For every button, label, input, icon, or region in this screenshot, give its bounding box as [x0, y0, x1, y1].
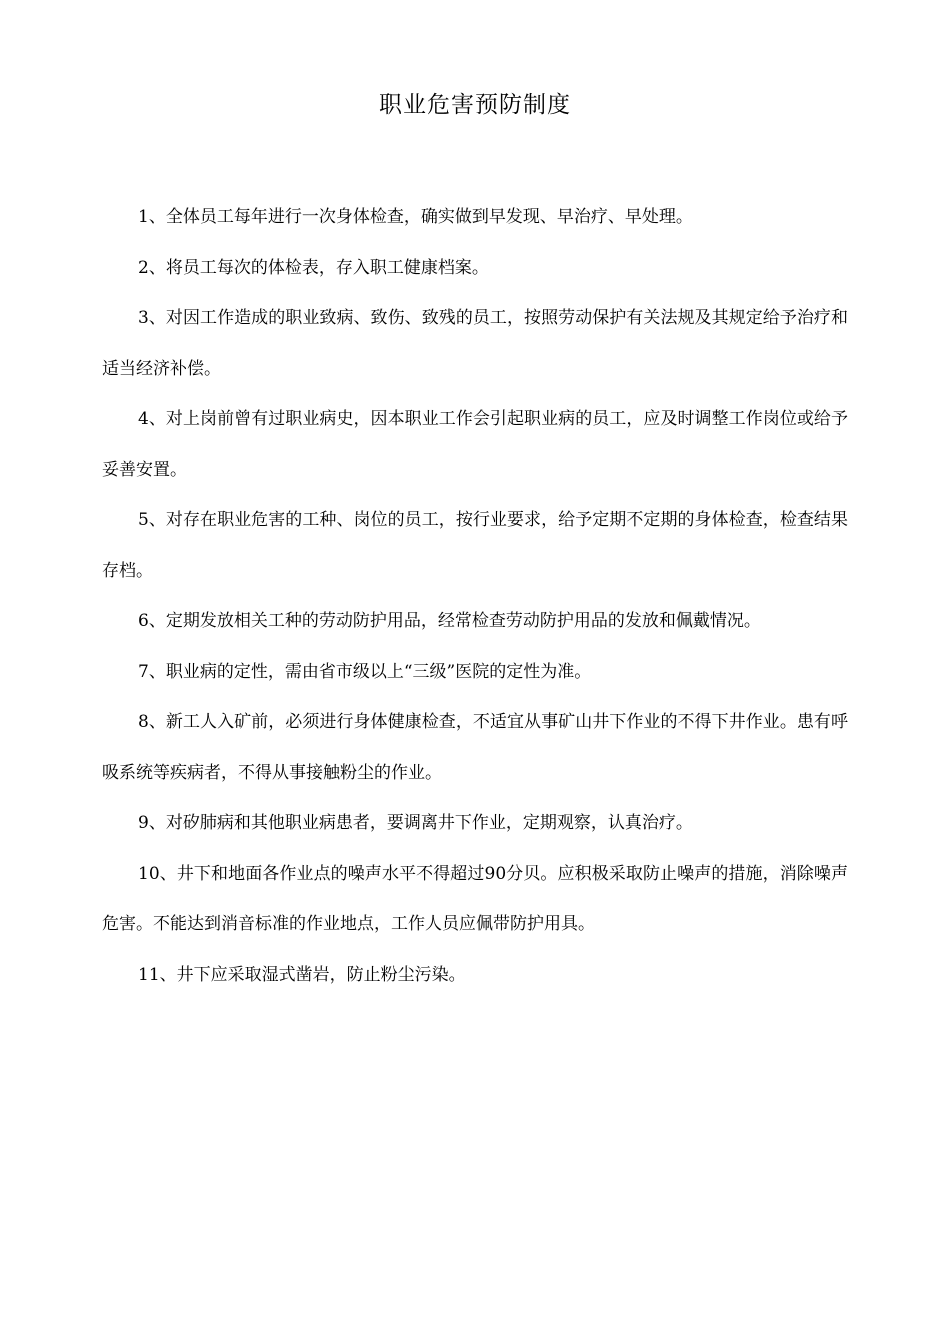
paragraph-1: 1、全体员工每年进行一次身体检查，确实做到早发现、早治疗、早处理。 — [138, 207, 693, 227]
paragraph-4: 4、对上岗前曾有过职业病史，因本职业工作会引起职业病的员工，应及时调整工作岗位或给予妥善安置。 — [102, 409, 848, 480]
paragraph-2: 2、将员工每次的体检表，存入职工健康档案。 — [138, 257, 489, 278]
paragraph-3: 3、对因工作造成的职业致病、致伤、致残的员工，按照劳动保护有关法规及其规定给予治疗和适当经济补偿。 — [102, 308, 848, 379]
paragraph-7: 7、职业病的定性，需由省市级以上“三级”医院的定性为准。 — [138, 661, 592, 682]
paragraph-11: 11、井下应采取湿式凿岩，防止粉尘污染。 — [138, 964, 466, 985]
document-body — [102, 192, 848, 1000]
paragraph-10: 10、井下和地面各作业点的噪声水平不得超过90分贝。应积极采取防止噪声的措施，消除噪声危害。不能达到消音标准的作业地点，工作人员应佩带防护用具。 — [102, 863, 848, 934]
paragraph-5: 5、对存在职业危害的工种、岗位的员工，按行业要求，给予定期不定期的身体检查，检查结果存档。 — [102, 510, 848, 581]
paragraph-9: 9、对矽肺病和其他职业病患者，要调离井下作业，定期观察，认真治疗。 — [138, 813, 693, 833]
paragraph-6: 6、定期发放相关工种的劳动防护用品，经常检查劳动防护用品的发放和佩戴情况。 — [138, 611, 761, 631]
paragraph-8: 8、新工人入矿前，必须进行身体健康检查，不适宜从事矿山井下作业的不得下井作业。患有呼吸系统等疾病者，不得从事接触粉尘的作业。 — [102, 712, 848, 783]
document-title: 职业危害预防制度 — [379, 92, 571, 118]
